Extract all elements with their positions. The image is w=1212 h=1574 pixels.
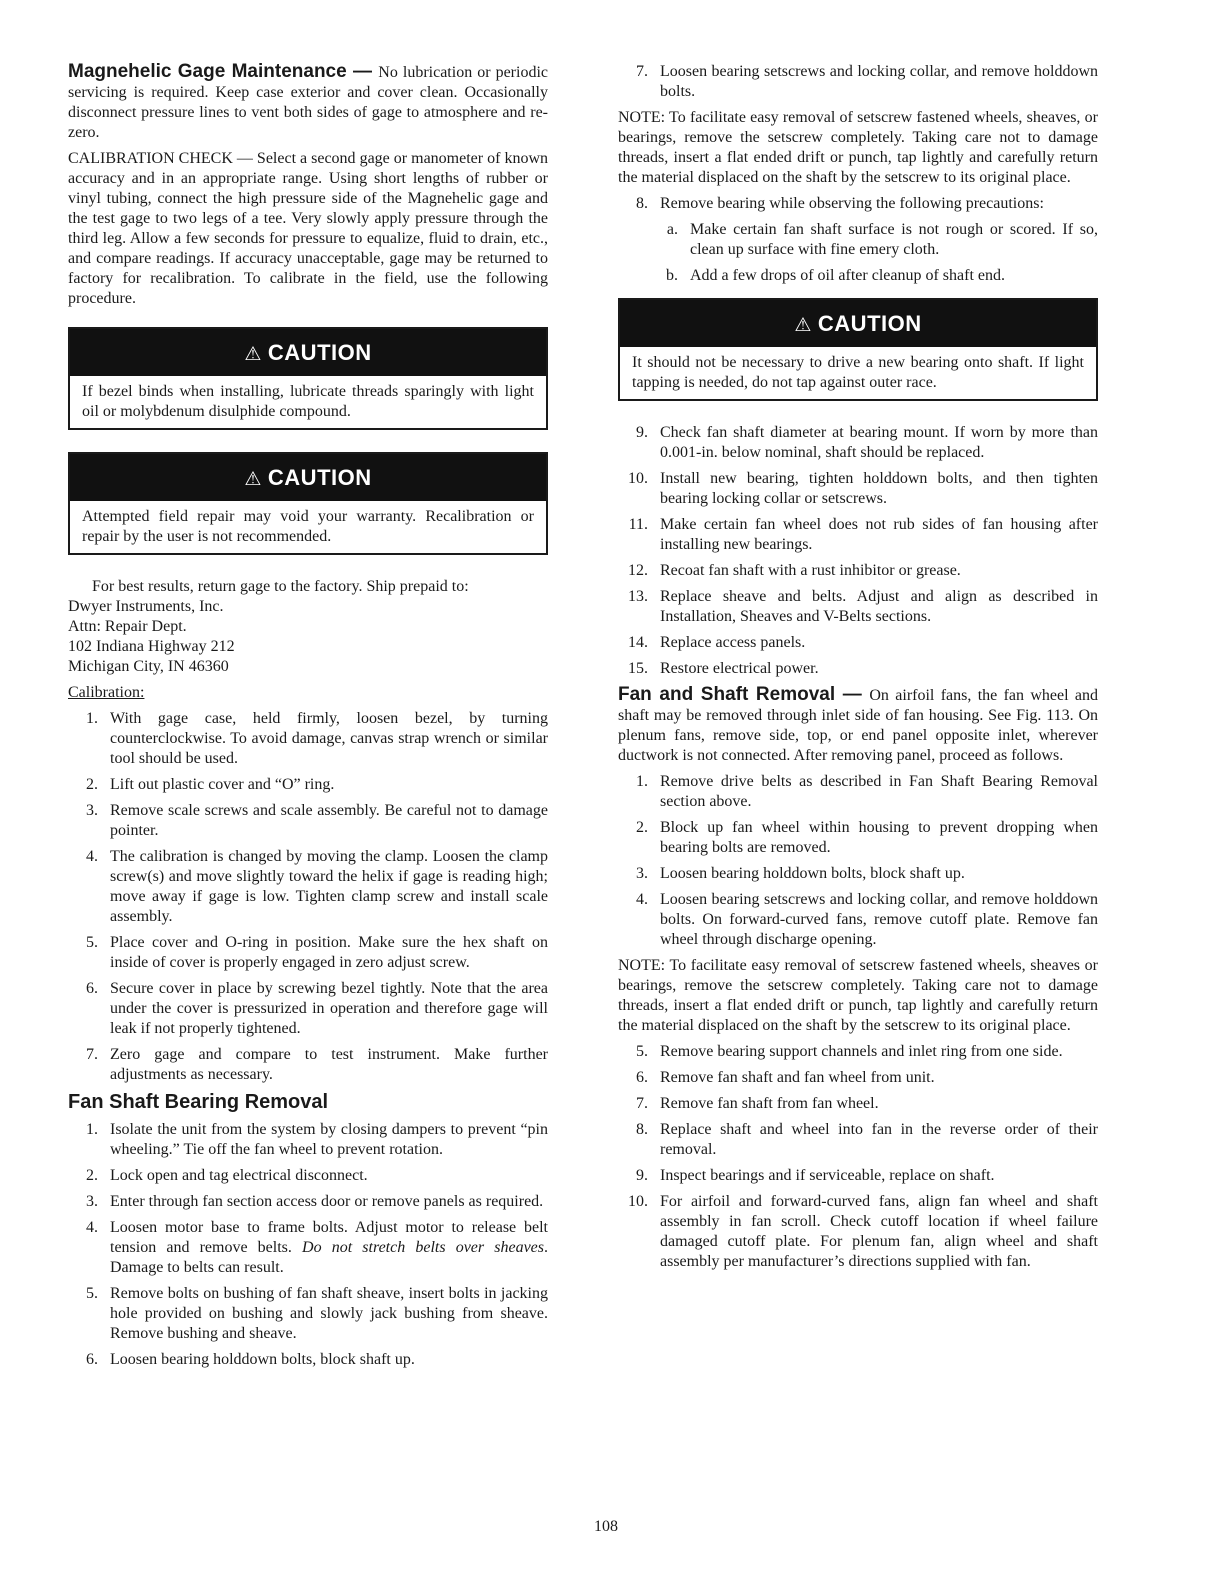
fan-shaft-removal-heading: Fan and Shaft Removal	[618, 684, 836, 705]
list-item: 5. Remove bearing support channels and inlet ring from one side.	[636, 1043, 1063, 1060]
list-item: 7. Loosen bearing setscrews and locking collar, and remove holddown bolts.	[636, 63, 1098, 100]
setscrew-note: NOTE: To facilitate easy removal of setscrew fastened wheels, sheaves or bearings, remove the setscrew completely. Taking care not to damage threads, insert a flat ended drift or punch, tap lightly and carefully return the material displaced on the shaft by the setscrew to its original place.	[618, 957, 1098, 1034]
list-item: 3. Loosen bearing holddown bolts, block shaft up.	[636, 865, 965, 882]
caution-text: It should not be necessary to drive a new bearing onto shaft. If light tapping is needed, do not tap against outer race.	[632, 354, 1084, 391]
setscrew-note: NOTE: To facilitate easy removal of setscrew fastened wheels, sheaves, or bearings, remove the setscrew completely. Taking care not to damage threads, insert a flat ended drift or punch, tap lightly and carefully return the material displaced on the shaft by the setscrew to its original place.	[618, 109, 1098, 186]
magnehelic-paragraph: Magnehelic Gage Maintenance — No lubrication or periodic servicing is required. Keep case exterior and cover clean. Occasionally disconnect pressure lines to vent both sides of gage to atmosphere and re-zero.	[68, 61, 548, 141]
list-item: 7. Remove fan shaft from fan wheel.	[636, 1095, 879, 1112]
calibration-heading: Calibration:	[68, 684, 145, 701]
address-line: Michigan City, IN 46360	[68, 658, 229, 675]
fan-shaft-removal-paragraph: Fan and Shaft Removal — On airfoil fans, the fan wheel and shaft may be removed through inlet side of fan housing. See Fig. 113. On plenum fans, remove side, top, or end panel opposite inlet, wherever ductwork is not connected. After removing panel, proceed as follows.	[618, 684, 1098, 764]
warning-triangle-icon: ⚠	[244, 344, 262, 365]
list-item: 6. Loosen bearing holddown bolts, block shaft up.	[86, 1351, 415, 1368]
caution-header: ⚠ CAUTION	[620, 300, 1096, 347]
calibration-steps	[68, 709, 548, 1085]
ship-instructions: For best results, return gage to the factory. Ship prepaid to:	[92, 578, 469, 595]
list-item: 2. Lift out plastic cover and “O” ring.	[86, 776, 335, 793]
magnehelic-heading: Magnehelic Gage Maintenance	[68, 61, 347, 82]
bearing-removal-steps-continued	[618, 62, 1098, 102]
warning-triangle-icon: ⚠	[794, 315, 812, 336]
list-item: 8. Remove bearing while observing the following precautions:	[636, 195, 1044, 212]
precaution-sublist	[618, 220, 1098, 286]
list-item: 1. Isolate the unit from the system by closing dampers to prevent “pin wheeling.” Tie off the fan wheel to prevent rotation.	[86, 1121, 548, 1158]
bearing-install-steps	[618, 423, 1098, 679]
list-item: 5. Remove bolts on bushing of fan shaft sheave, insert bolts in jacking hole provided on bushing and slowly jack bushing from sheave. Remove bushing and sheave.	[86, 1285, 548, 1342]
caution-text: If bezel binds when installing, lubricate threads sparingly with light oil or molybdenum disulphide compound.	[82, 383, 534, 420]
fan-shaft-removal-steps-continued	[618, 1042, 1098, 1272]
list-item: 1. With gage case, held firmly, loosen bezel, by turning counterclockwise. To avoid damage, canvas strap wrench or similar tool should be used.	[86, 710, 548, 767]
list-item: 6. Secure cover in place by screwing bezel tightly. Note that the area under the cover is pressurized in operation and therefore gage will leak if not properly tightened.	[86, 980, 548, 1037]
caution-box-warranty	[68, 452, 548, 555]
caution-text: Attempted field repair may void your warranty. Recalibration or repair by the user is not recommended.	[82, 508, 534, 545]
list-item: 14. Replace access panels.	[628, 634, 806, 651]
list-item: 5. Place cover and O-ring in position. Make sure the hex shaft on inside of cover is properly engaged in zero adjust screw.	[86, 934, 548, 971]
left-column	[68, 62, 548, 1376]
list-item: 3. Remove scale screws and scale assembly. Be careful not to damage pointer.	[86, 802, 548, 839]
list-item: 7. Zero gage and compare to test instrument. Make further adjustments as necessary.	[86, 1046, 548, 1083]
return-address	[68, 597, 548, 677]
list-item: b. Add a few drops of oil after cleanup of shaft end.	[666, 267, 1005, 284]
calibration-check-paragraph: CALIBRATION CHECK — Select a second gage or manometer of known accuracy and in an appropriate range. Using short lengths of rubber or vinyl tubing, connect the high pressure side of the Magnehelic gage and the test gage to two legs of a tee. Very slowly apply pressure through the third leg. Allow a few seconds for pressure to equalize, fluid to drain, etc., and compare readings. If accuracy unacceptable, gage may be returned to factory for recalibration. To calibrate in the field, use the following procedure.	[68, 150, 548, 307]
list-item: 8. Replace shaft and wheel into fan in the reverse order of their removal.	[636, 1121, 1098, 1158]
list-item: 10. For airfoil and forward-curved fans, align fan wheel and shaft assembly in fan scroll. Check cutoff location if wheel failure damaged cutoff plate. For plenum fan, align wheel and shaft assembly per manufacturer’s directions supplied with fan.	[628, 1193, 1098, 1270]
list-item: 9. Inspect bearings and if serviceable, replace on shaft.	[636, 1167, 995, 1184]
bearing-removal-heading: Fan Shaft Bearing Removal	[68, 1091, 329, 1113]
list-item: a. Make certain fan shaft surface is not rough or scored. If so, clean up surface with fine emery cloth.	[666, 221, 1098, 258]
list-item: 2. Block up fan wheel within housing to prevent dropping when bearing bolts are removed.	[636, 819, 1098, 856]
address-line: Attn: Repair Dept.	[68, 618, 187, 635]
list-item: 4. The calibration is changed by moving the clamp. Loosen the clamp screw(s) and move slightly toward the helix if gage is reading high; move away if gage is low. Tighten clamp screw and install scale assembly.	[86, 848, 548, 925]
list-item: 12. Recoat fan shaft with a rust inhibitor or grease.	[628, 562, 961, 579]
list-item: 15. Restore electrical power.	[628, 660, 819, 677]
list-item: 11. Make certain fan wheel does not rub sides of fan housing after installing new bearings.	[628, 516, 1098, 553]
list-item: 10. Install new bearing, tighten holddown bolts, and then tighten bearing locking collar or setscrews.	[628, 470, 1098, 507]
list-item: 4. Loosen motor base to frame bolts. Adjust motor to release belt tension and remove belts. Do not stretch belts over sheaves. Damage to belts can result.	[86, 1219, 548, 1276]
list-item: 13. Replace sheave and belts. Adjust and align as described in Installation, Sheaves and V-Belts sections.	[628, 588, 1098, 625]
bearing-removal-step-8	[618, 194, 1098, 214]
caution-header: ⚠ CAUTION	[70, 329, 546, 376]
right-column	[618, 62, 1098, 1278]
list-item: 1. Remove drive belts as described in Fan Shaft Bearing Removal section above.	[636, 773, 1098, 810]
address-line: Dwyer Instruments, Inc.	[68, 598, 224, 615]
list-item: 4. Loosen bearing setscrews and locking collar, and remove holddown bolts. On forward-curved fans, remove cutoff plate. Remove fan wheel through discharge opening.	[636, 891, 1098, 948]
list-item: 9. Check fan shaft diameter at bearing mount. If worn by more than 0.001-in. below nominal, shaft should be replaced.	[636, 424, 1098, 461]
caution-box-bearing	[618, 298, 1098, 401]
warning-triangle-icon: ⚠	[244, 469, 262, 490]
address-line: 102 Indiana Highway 212	[68, 638, 235, 655]
caution-header: ⚠ CAUTION	[70, 454, 546, 501]
list-item: 3. Enter through fan section access door or remove panels as required.	[86, 1193, 544, 1210]
bearing-removal-steps	[68, 1120, 548, 1370]
page-number: 108	[594, 1518, 618, 1535]
list-item: 6. Remove fan shaft and fan wheel from unit.	[636, 1069, 935, 1086]
fan-shaft-removal-steps	[618, 772, 1098, 950]
list-item: 2. Lock open and tag electrical disconnect.	[86, 1167, 368, 1184]
caution-box-bezel	[68, 327, 548, 430]
